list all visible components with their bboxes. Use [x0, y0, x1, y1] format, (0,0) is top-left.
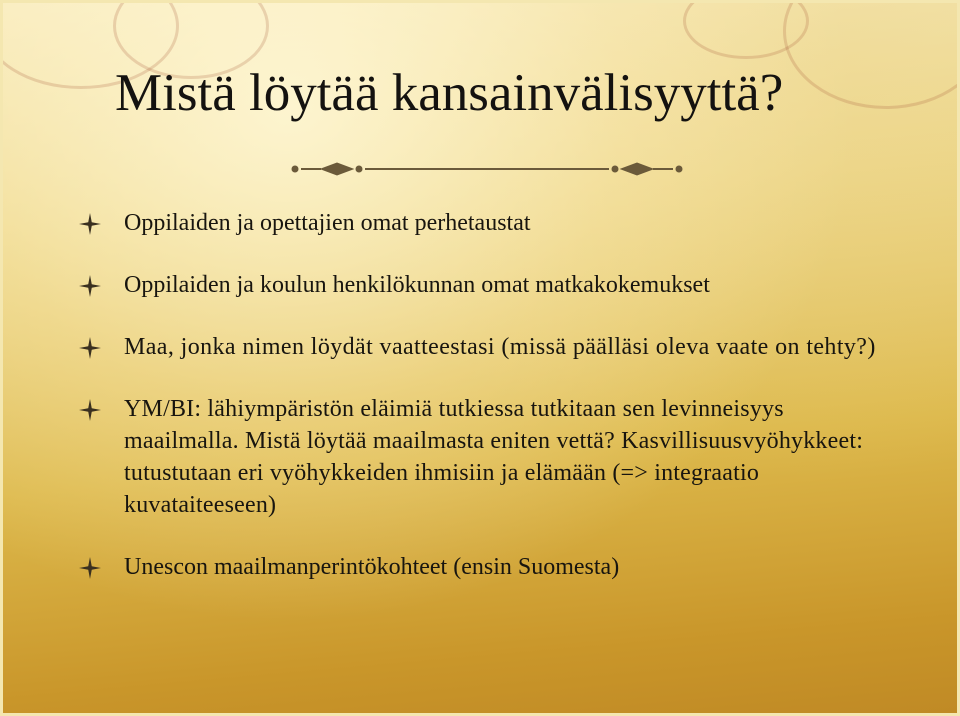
bullet-text: Oppilaiden ja koulun henkilökunnan omat matkakokemukset: [124, 272, 710, 298]
bullet-text: Oppilaiden ja opettajien omat perhetaustat: [124, 210, 531, 236]
list-item: [79, 207, 899, 239]
list-item: [79, 331, 899, 363]
four-point-star-bullet-icon: [79, 557, 101, 579]
bullet-text: YM/BI: lähiympäristön eläimiä tutkiessa tutkitaan sen levinneisyys maailmalla. Mistä löytää maailmasta eniten vettä? Kasvillisuusvyöhykkeet: tutustutaan eri vyöhykkeiden ihmisiin ja elämään (=> integraatio kuvataiteeseen): [124, 396, 864, 518]
four-point-star-bullet-icon: [79, 275, 101, 297]
list-item: [79, 393, 899, 521]
slide-title: Mistä löytää kansainvälisyyttä?: [115, 64, 784, 122]
list-item: [79, 269, 899, 301]
bullet-list: [79, 207, 899, 583]
ornamental-divider: [287, 155, 687, 183]
four-point-star-bullet-icon: [79, 399, 101, 421]
bullet-text: Unescon maailmanperintökohteet (ensin Suomesta): [124, 554, 620, 580]
four-point-star-bullet-icon: [79, 337, 101, 359]
four-point-star-bullet-icon: [79, 213, 101, 235]
bullet-text: Maa, jonka nimen löydät vaatteestasi (missä päälläsi oleva vaate on tehty?): [124, 334, 876, 360]
list-item: [79, 551, 899, 583]
